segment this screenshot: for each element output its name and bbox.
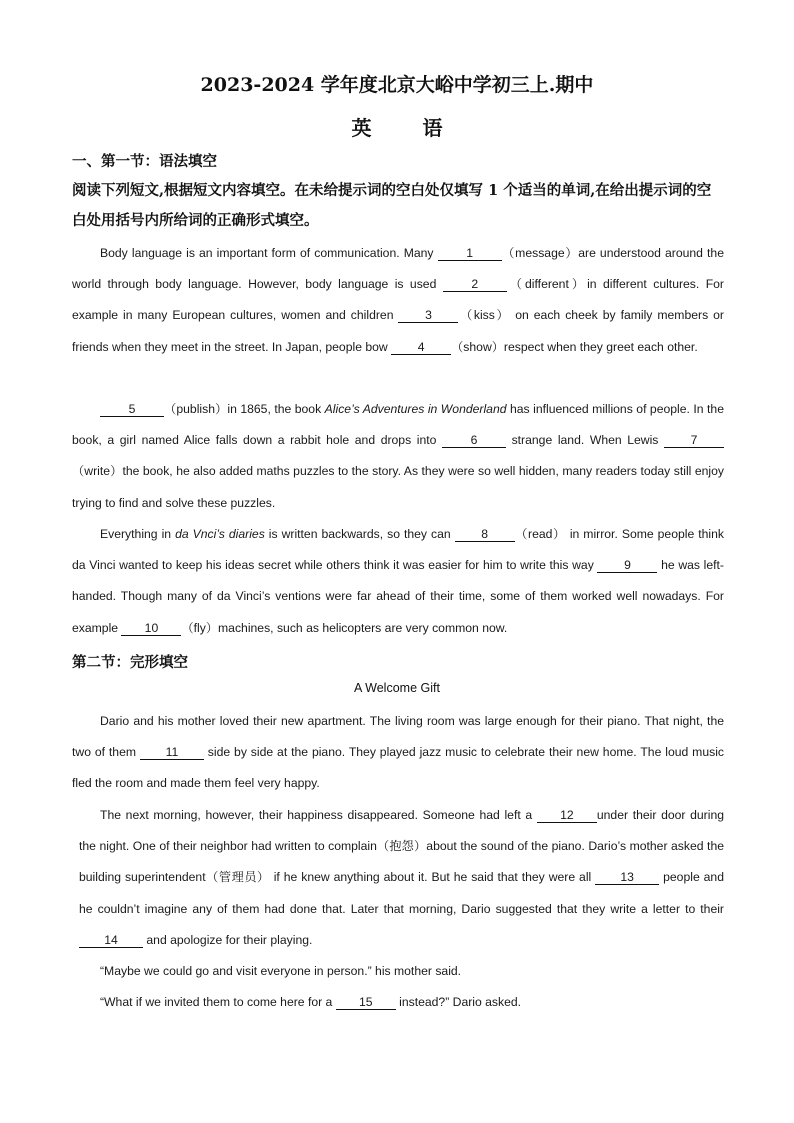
passage-text: has influenced millions of people. In the book, a girl named Alice falls down a rabbit hole and drops into (72, 402, 724, 448)
exam-title: 2023-2024 学年度北京大峪中学初三上.期中 (200, 74, 594, 96)
blank-3: 3 (398, 308, 458, 323)
passage-text: （write）the book, he also added maths puzzles to the story. As they were so well hidden, many readers today still enjoy trying to find and solve these puzzles. (72, 464, 724, 510)
blank-9: 9 (597, 558, 657, 573)
section2-heading: 第二节：完形填空 (72, 654, 188, 671)
blank-4: 4 (391, 340, 451, 355)
blank-7: 7 (664, 433, 724, 448)
cloze-paragraph-4 (72, 987, 724, 1018)
passage-text: side by side at the piano. They played jazz music to celebrate their new home. The loud music fled the room and made them feel very happy. (72, 745, 724, 791)
cloze-paragraph-1 (72, 706, 724, 800)
passage-text: Body language is an important form of communication. Many (100, 246, 438, 260)
passage-text: The next morning, however, their happiness disappeared. Someone had left a (100, 808, 537, 822)
book-title: Alice’s Adventures in Wonderland (324, 402, 507, 416)
passage-text: he was left-handed. Though many of da Vinci’s ventions were far ahead of their time, some of them worked well nowadays. For example (72, 558, 724, 635)
cloze-paragraph-2 (79, 800, 724, 956)
passage-text: “What if we invited them to come here for a (100, 995, 336, 1009)
blank-14: 14 (79, 933, 143, 948)
blank-1: 1 (438, 246, 502, 261)
blank-10: 10 (121, 621, 181, 636)
passage-text: is written backwards, so they can (264, 527, 455, 541)
passage-text: （fly）machines, such as helicopters are very common now. (181, 620, 508, 635)
blank-12: 12 (537, 808, 597, 823)
grammar-paragraph-1 (72, 238, 724, 363)
passage-text: （kiss） on each cheek by family members or friends when they meet in the street. In Japan, people bow (72, 308, 724, 354)
story-title: A Welcome Gift (354, 681, 440, 695)
passage-text: （show）respect when they greet each other. (451, 339, 698, 354)
section1-instructions: 阅读下列短文,根据短文内容填空。在未给提示词的空白处仅填写 1 个适当的单词,在给出提示词的空白处用括号内所给词的正确形式填空。 (72, 182, 712, 229)
passage-text: strange land. When Lewis (506, 433, 664, 448)
grammar-paragraph-3 (72, 519, 724, 644)
blank-11: 11 (140, 745, 204, 760)
passage-text: under their door during the night. One of their neighbor had written to complain（抱怨）about the sound of the piano. Dario’s mother asked the building superintendent（管理员） if he knew anything about it. But he said that they were all (79, 808, 725, 885)
passage-text: （publish）in 1865, the book (164, 402, 325, 416)
passage-text: （message）are understood around the world through body language. However, body language is used (72, 246, 724, 292)
section1-heading: 一、第一节：语法填空 (72, 153, 217, 170)
passage-text: （different）in different cultures. For example in many European cultures, women and children (72, 277, 724, 323)
passage-text: Dario and his mother loved their new apartment. The living room was large enough for their piano. That night, the two of them (72, 714, 724, 760)
blank-13: 13 (595, 870, 659, 885)
grammar-paragraph-2 (72, 394, 724, 519)
passage-text: instead?” Dario asked. (395, 995, 522, 1009)
blank-6: 6 (442, 433, 506, 448)
passage-text: （read） in mirror. Some people think da Vinci wanted to keep his ideas secret while others think it was easier for him to write this way (72, 527, 724, 573)
passage-text: people and he couldn’t imagine any of them had done that. Later that morning, Dario suggested that they write a letter to their (79, 870, 724, 916)
subject-title: 英 语 (351, 116, 465, 140)
blank-8: 8 (455, 527, 515, 542)
passage-text: and apologize for their playing. (143, 932, 313, 947)
passage-text: Everything in (100, 527, 176, 541)
book-title: da Vnci’s diaries (175, 527, 265, 541)
blank-5: 5 (100, 402, 164, 417)
cloze-paragraph-3: “Maybe we could go and visit everyone in person.” his mother said. (100, 964, 462, 978)
blank-2: 2 (443, 277, 507, 292)
blank-15: 15 (336, 995, 396, 1010)
